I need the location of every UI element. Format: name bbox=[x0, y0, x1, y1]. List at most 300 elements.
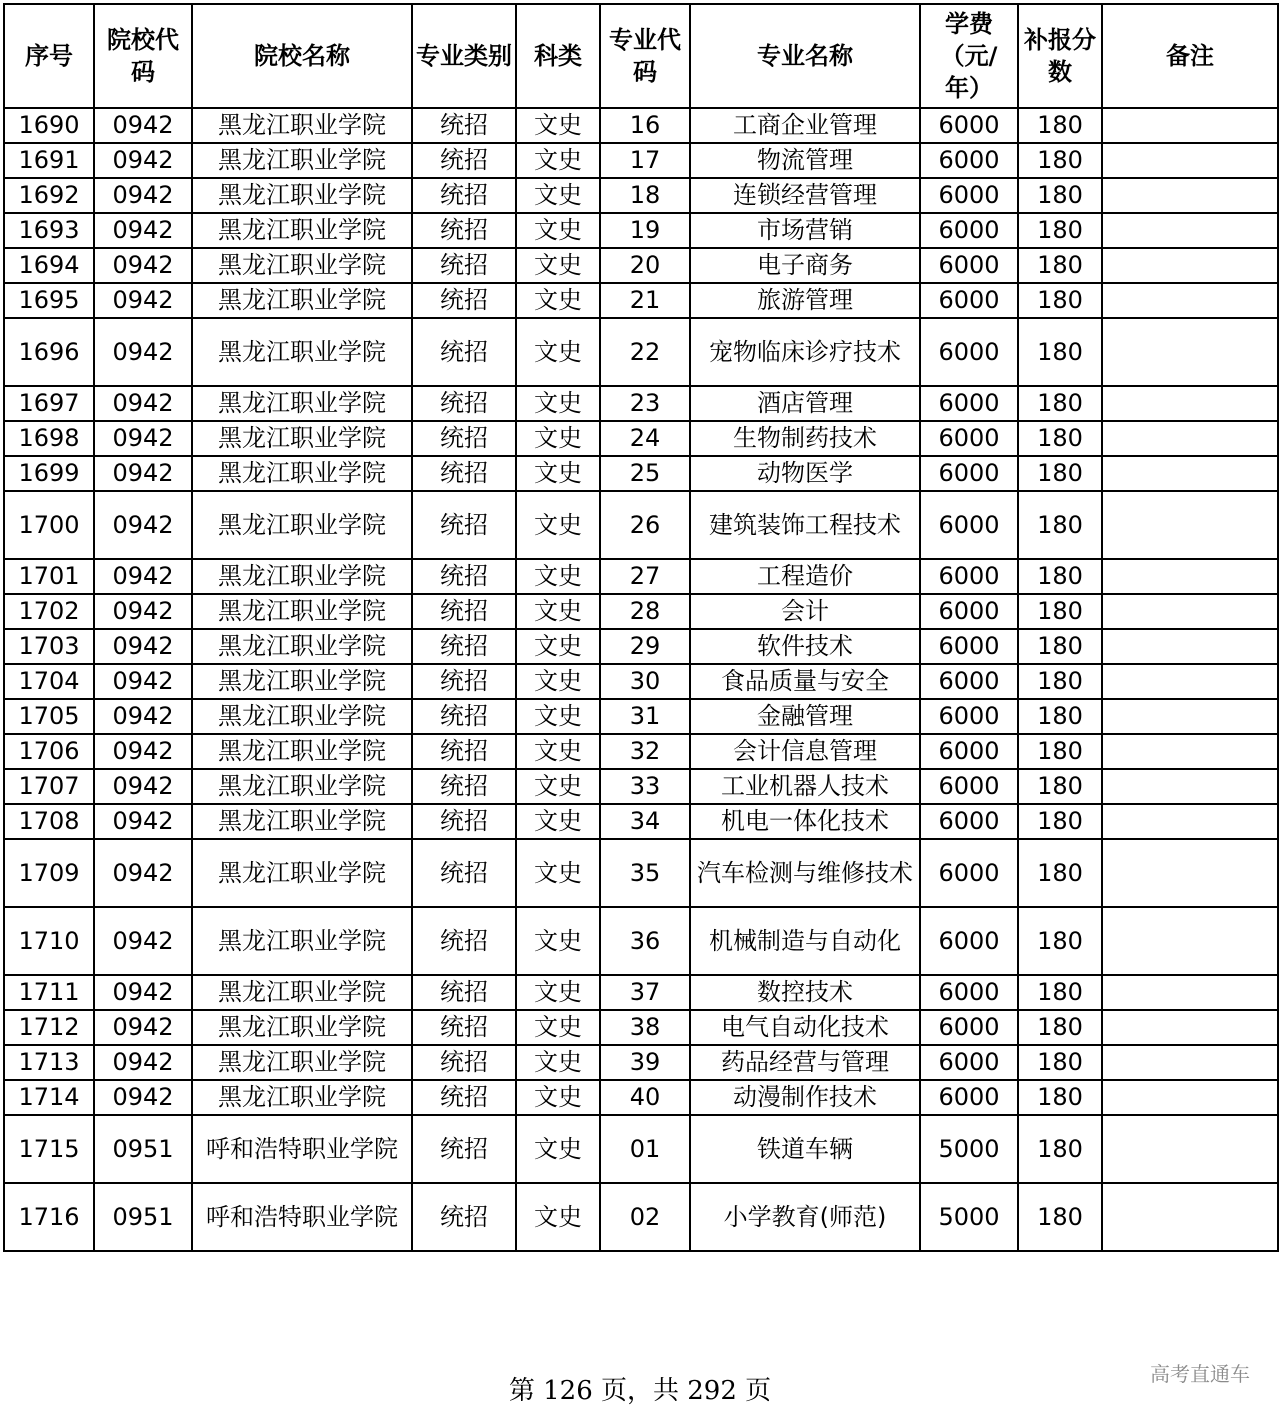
table-cell: 文史 bbox=[516, 421, 600, 456]
table-cell: 统招 bbox=[412, 318, 516, 386]
note-cell bbox=[1102, 594, 1278, 629]
table-cell: 文史 bbox=[516, 734, 600, 769]
table-cell: 0942 bbox=[94, 318, 192, 386]
header-cell: 补报分数 bbox=[1018, 4, 1102, 108]
table-cell: 180 bbox=[1018, 1183, 1102, 1251]
header-row bbox=[4, 4, 1278, 108]
note-cell bbox=[1102, 907, 1278, 975]
table-cell: 1706 bbox=[4, 734, 94, 769]
table-cell: 0942 bbox=[94, 664, 192, 699]
note-cell bbox=[1102, 143, 1278, 178]
table-cell: 统招 bbox=[412, 839, 516, 907]
table-cell: 统招 bbox=[412, 1045, 516, 1080]
table-cell: 0942 bbox=[94, 907, 192, 975]
table-cell: 汽车检测与维修技术 bbox=[690, 839, 920, 907]
table-cell: 6000 bbox=[920, 108, 1018, 143]
table-row bbox=[4, 108, 1278, 143]
table-cell: 1696 bbox=[4, 318, 94, 386]
table-row bbox=[4, 421, 1278, 456]
table-cell: 23 bbox=[600, 386, 690, 421]
table-cell: 1707 bbox=[4, 769, 94, 804]
table-cell: 文史 bbox=[516, 664, 600, 699]
note-cell bbox=[1102, 213, 1278, 248]
table-cell: 33 bbox=[600, 769, 690, 804]
table-cell: 0942 bbox=[94, 1080, 192, 1115]
note-cell bbox=[1102, 699, 1278, 734]
table-cell: 黑龙江职业学院 bbox=[192, 108, 412, 143]
table-cell: 金融管理 bbox=[690, 699, 920, 734]
table-cell: 180 bbox=[1018, 699, 1102, 734]
table-cell: 1694 bbox=[4, 248, 94, 283]
table-cell: 1714 bbox=[4, 1080, 94, 1115]
table-cell: 180 bbox=[1018, 386, 1102, 421]
table-cell: 19 bbox=[600, 213, 690, 248]
header-cell: 序号 bbox=[4, 4, 94, 108]
table-cell: 38 bbox=[600, 1010, 690, 1045]
note-cell bbox=[1102, 734, 1278, 769]
table-cell: 180 bbox=[1018, 594, 1102, 629]
table-cell: 统招 bbox=[412, 283, 516, 318]
table-cell: 物流管理 bbox=[690, 143, 920, 178]
table-cell: 生物制药技术 bbox=[690, 421, 920, 456]
table-cell: 统招 bbox=[412, 975, 516, 1010]
header-cell: 院校名称 bbox=[192, 4, 412, 108]
table-cell: 文史 bbox=[516, 491, 600, 559]
table-cell: 电气自动化技术 bbox=[690, 1010, 920, 1045]
table-cell: 黑龙江职业学院 bbox=[192, 664, 412, 699]
table-cell: 小学教育(师范) bbox=[690, 1183, 920, 1251]
note-cell bbox=[1102, 559, 1278, 594]
table-cell: 180 bbox=[1018, 178, 1102, 213]
table-cell: 40 bbox=[600, 1080, 690, 1115]
table-cell: 6000 bbox=[920, 1010, 1018, 1045]
table-row bbox=[4, 1115, 1278, 1183]
table-cell: 180 bbox=[1018, 839, 1102, 907]
table-cell: 文史 bbox=[516, 804, 600, 839]
table-cell: 统招 bbox=[412, 491, 516, 559]
table-cell: 1708 bbox=[4, 804, 94, 839]
table-cell: 黑龙江职业学院 bbox=[192, 839, 412, 907]
table-cell: 统招 bbox=[412, 386, 516, 421]
table-cell: 1713 bbox=[4, 1045, 94, 1080]
table-cell: 工业机器人技术 bbox=[690, 769, 920, 804]
header-cell: 专业代码 bbox=[600, 4, 690, 108]
table-cell: 黑龙江职业学院 bbox=[192, 629, 412, 664]
table-cell: 180 bbox=[1018, 248, 1102, 283]
table-cell: 6000 bbox=[920, 629, 1018, 664]
table-cell: 1691 bbox=[4, 143, 94, 178]
table-cell: 0942 bbox=[94, 804, 192, 839]
table-cell: 1697 bbox=[4, 386, 94, 421]
note-cell bbox=[1102, 1183, 1278, 1251]
page-number: 第 126 页，共 292 页 bbox=[508, 1376, 772, 1406]
table-cell: 黑龙江职业学院 bbox=[192, 1080, 412, 1115]
watermark: 高考直通车 bbox=[1150, 1362, 1250, 1386]
table-cell: 1703 bbox=[4, 629, 94, 664]
table-cell: 黑龙江职业学院 bbox=[192, 248, 412, 283]
table-cell: 文史 bbox=[516, 1183, 600, 1251]
note-cell bbox=[1102, 769, 1278, 804]
table-cell: 0942 bbox=[94, 629, 192, 664]
table-row bbox=[4, 594, 1278, 629]
table-cell: 31 bbox=[600, 699, 690, 734]
table-cell: 180 bbox=[1018, 734, 1102, 769]
table-cell: 6000 bbox=[920, 456, 1018, 491]
table-cell: 黑龙江职业学院 bbox=[192, 386, 412, 421]
table-cell: 30 bbox=[600, 664, 690, 699]
table-cell: 180 bbox=[1018, 975, 1102, 1010]
table-cell: 0951 bbox=[94, 1183, 192, 1251]
table-cell: 黑龙江职业学院 bbox=[192, 804, 412, 839]
table-cell: 1690 bbox=[4, 108, 94, 143]
table-cell: 21 bbox=[600, 283, 690, 318]
table-cell: 黑龙江职业学院 bbox=[192, 699, 412, 734]
table-cell: 6000 bbox=[920, 907, 1018, 975]
table-cell: 180 bbox=[1018, 318, 1102, 386]
table-cell: 文史 bbox=[516, 456, 600, 491]
table-cell: 6000 bbox=[920, 839, 1018, 907]
table-cell: 文史 bbox=[516, 178, 600, 213]
note-cell bbox=[1102, 108, 1278, 143]
table-cell: 0942 bbox=[94, 559, 192, 594]
table-row bbox=[4, 491, 1278, 559]
table-cell: 6000 bbox=[920, 975, 1018, 1010]
table-cell: 180 bbox=[1018, 804, 1102, 839]
table-cell: 文史 bbox=[516, 629, 600, 664]
table-cell: 黑龙江职业学院 bbox=[192, 975, 412, 1010]
table-cell: 6000 bbox=[920, 664, 1018, 699]
table-cell: 0942 bbox=[94, 456, 192, 491]
table-cell: 文史 bbox=[516, 1115, 600, 1183]
table-cell: 呼和浩特职业学院 bbox=[192, 1115, 412, 1183]
note-cell bbox=[1102, 804, 1278, 839]
table-cell: 0942 bbox=[94, 699, 192, 734]
table-cell: 文史 bbox=[516, 769, 600, 804]
table-cell: 宠物临床诊疗技术 bbox=[690, 318, 920, 386]
note-cell bbox=[1102, 421, 1278, 456]
table-cell: 软件技术 bbox=[690, 629, 920, 664]
table-cell: 文史 bbox=[516, 1045, 600, 1080]
table-cell: 29 bbox=[600, 629, 690, 664]
table-row bbox=[4, 839, 1278, 907]
table-cell: 黑龙江职业学院 bbox=[192, 594, 412, 629]
table-cell: 建筑装饰工程技术 bbox=[690, 491, 920, 559]
note-cell bbox=[1102, 248, 1278, 283]
table-cell: 数控技术 bbox=[690, 975, 920, 1010]
table-body bbox=[4, 108, 1278, 1251]
table-cell: 6000 bbox=[920, 804, 1018, 839]
table-cell: 统招 bbox=[412, 907, 516, 975]
table-cell: 文史 bbox=[516, 1010, 600, 1045]
table-cell: 0942 bbox=[94, 178, 192, 213]
table-cell: 0942 bbox=[94, 283, 192, 318]
table-cell: 6000 bbox=[920, 386, 1018, 421]
table-cell: 1695 bbox=[4, 283, 94, 318]
table-cell: 会计信息管理 bbox=[690, 734, 920, 769]
table-cell: 黑龙江职业学院 bbox=[192, 559, 412, 594]
table-cell: 统招 bbox=[412, 213, 516, 248]
table-cell: 统招 bbox=[412, 456, 516, 491]
table-row bbox=[4, 1045, 1278, 1080]
table-cell: 17 bbox=[600, 143, 690, 178]
table-cell: 6000 bbox=[920, 178, 1018, 213]
table-cell: 文史 bbox=[516, 699, 600, 734]
table-row bbox=[4, 699, 1278, 734]
table-cell: 1716 bbox=[4, 1183, 94, 1251]
table-row bbox=[4, 178, 1278, 213]
table-cell: 黑龙江职业学院 bbox=[192, 734, 412, 769]
table-row bbox=[4, 1010, 1278, 1045]
note-cell bbox=[1102, 1045, 1278, 1080]
table-cell: 黑龙江职业学院 bbox=[192, 178, 412, 213]
table-row bbox=[4, 734, 1278, 769]
table-cell: 1700 bbox=[4, 491, 94, 559]
table-row bbox=[4, 804, 1278, 839]
table-cell: 统招 bbox=[412, 699, 516, 734]
table-cell: 黑龙江职业学院 bbox=[192, 1045, 412, 1080]
table-cell: 黑龙江职业学院 bbox=[192, 456, 412, 491]
table-cell: 呼和浩特职业学院 bbox=[192, 1183, 412, 1251]
table-cell: 180 bbox=[1018, 1045, 1102, 1080]
table-cell: 统招 bbox=[412, 734, 516, 769]
table-cell: 18 bbox=[600, 178, 690, 213]
note-cell bbox=[1102, 318, 1278, 386]
table-row bbox=[4, 456, 1278, 491]
table-cell: 1699 bbox=[4, 456, 94, 491]
table-cell: 1698 bbox=[4, 421, 94, 456]
table-cell: 文史 bbox=[516, 1080, 600, 1115]
table-row bbox=[4, 318, 1278, 386]
header-cell: 院校代码 bbox=[94, 4, 192, 108]
table-cell: 文史 bbox=[516, 248, 600, 283]
header-cell: 专业类别 bbox=[412, 4, 516, 108]
table-cell: 文史 bbox=[516, 318, 600, 386]
note-cell bbox=[1102, 975, 1278, 1010]
table-cell: 34 bbox=[600, 804, 690, 839]
table-cell: 180 bbox=[1018, 143, 1102, 178]
table-cell: 统招 bbox=[412, 421, 516, 456]
note-cell bbox=[1102, 386, 1278, 421]
table-cell: 文史 bbox=[516, 839, 600, 907]
table-cell: 统招 bbox=[412, 178, 516, 213]
table-cell: 0951 bbox=[94, 1115, 192, 1183]
table-cell: 180 bbox=[1018, 283, 1102, 318]
table-cell: 统招 bbox=[412, 1010, 516, 1045]
header-cell: 学费（元/年） bbox=[920, 4, 1018, 108]
table-cell: 1710 bbox=[4, 907, 94, 975]
table-cell: 统招 bbox=[412, 559, 516, 594]
table-row bbox=[4, 386, 1278, 421]
note-cell bbox=[1102, 629, 1278, 664]
table-cell: 6000 bbox=[920, 594, 1018, 629]
table-cell: 6000 bbox=[920, 734, 1018, 769]
table-cell: 6000 bbox=[920, 248, 1018, 283]
table-cell: 黑龙江职业学院 bbox=[192, 907, 412, 975]
table-cell: 16 bbox=[600, 108, 690, 143]
table-cell: 黑龙江职业学院 bbox=[192, 421, 412, 456]
admission-table bbox=[3, 3, 1279, 1252]
note-cell bbox=[1102, 664, 1278, 699]
table-cell: 统招 bbox=[412, 108, 516, 143]
table-cell: 文史 bbox=[516, 559, 600, 594]
table-cell: 会计 bbox=[690, 594, 920, 629]
note-cell bbox=[1102, 1010, 1278, 1045]
table-cell: 02 bbox=[600, 1183, 690, 1251]
table-row bbox=[4, 1183, 1278, 1251]
table-cell: 180 bbox=[1018, 213, 1102, 248]
table-cell: 机械制造与自动化 bbox=[690, 907, 920, 975]
table-cell: 6000 bbox=[920, 699, 1018, 734]
table-cell: 25 bbox=[600, 456, 690, 491]
table-cell: 黑龙江职业学院 bbox=[192, 143, 412, 178]
table-cell: 180 bbox=[1018, 421, 1102, 456]
table-cell: 24 bbox=[600, 421, 690, 456]
note-cell bbox=[1102, 491, 1278, 559]
table-cell: 0942 bbox=[94, 491, 192, 559]
table-cell: 26 bbox=[600, 491, 690, 559]
table-row bbox=[4, 283, 1278, 318]
table-cell: 22 bbox=[600, 318, 690, 386]
table-cell: 6000 bbox=[920, 1045, 1018, 1080]
table-row bbox=[4, 975, 1278, 1010]
table-cell: 6000 bbox=[920, 559, 1018, 594]
table-cell: 0942 bbox=[94, 839, 192, 907]
table-cell: 动物医学 bbox=[690, 456, 920, 491]
table-cell: 电子商务 bbox=[690, 248, 920, 283]
table-cell: 1693 bbox=[4, 213, 94, 248]
table-cell: 黑龙江职业学院 bbox=[192, 769, 412, 804]
table-cell: 文史 bbox=[516, 143, 600, 178]
table-cell: 黑龙江职业学院 bbox=[192, 213, 412, 248]
table-cell: 27 bbox=[600, 559, 690, 594]
table-row bbox=[4, 143, 1278, 178]
table-cell: 6000 bbox=[920, 1080, 1018, 1115]
table-cell: 工程造价 bbox=[690, 559, 920, 594]
table-cell: 28 bbox=[600, 594, 690, 629]
table-cell: 黑龙江职业学院 bbox=[192, 283, 412, 318]
table-cell: 统招 bbox=[412, 629, 516, 664]
table-cell: 1709 bbox=[4, 839, 94, 907]
table-cell: 统招 bbox=[412, 248, 516, 283]
table-cell: 180 bbox=[1018, 108, 1102, 143]
table-cell: 32 bbox=[600, 734, 690, 769]
table-cell: 文史 bbox=[516, 594, 600, 629]
table-cell: 1692 bbox=[4, 178, 94, 213]
note-cell bbox=[1102, 839, 1278, 907]
table-cell: 5000 bbox=[920, 1115, 1018, 1183]
note-cell bbox=[1102, 283, 1278, 318]
table-cell: 市场营销 bbox=[690, 213, 920, 248]
table-cell: 统招 bbox=[412, 1115, 516, 1183]
table-row bbox=[4, 213, 1278, 248]
header-cell: 备注 bbox=[1102, 4, 1278, 108]
table-cell: 6000 bbox=[920, 491, 1018, 559]
table-cell: 0942 bbox=[94, 248, 192, 283]
table-cell: 统招 bbox=[412, 1183, 516, 1251]
table-cell: 35 bbox=[600, 839, 690, 907]
table-cell: 动漫制作技术 bbox=[690, 1080, 920, 1115]
table-row bbox=[4, 629, 1278, 664]
table-row bbox=[4, 1080, 1278, 1115]
table-cell: 37 bbox=[600, 975, 690, 1010]
table-cell: 39 bbox=[600, 1045, 690, 1080]
table-cell: 统招 bbox=[412, 143, 516, 178]
table-row bbox=[4, 248, 1278, 283]
table-cell: 连锁经营管理 bbox=[690, 178, 920, 213]
table-cell: 180 bbox=[1018, 769, 1102, 804]
table-cell: 0942 bbox=[94, 975, 192, 1010]
table-cell: 36 bbox=[600, 907, 690, 975]
table-row bbox=[4, 559, 1278, 594]
table-cell: 180 bbox=[1018, 456, 1102, 491]
table-cell: 0942 bbox=[94, 421, 192, 456]
table-cell: 20 bbox=[600, 248, 690, 283]
table-cell: 180 bbox=[1018, 559, 1102, 594]
table-cell: 0942 bbox=[94, 734, 192, 769]
table-cell: 6000 bbox=[920, 283, 1018, 318]
table-cell: 0942 bbox=[94, 213, 192, 248]
table-cell: 1705 bbox=[4, 699, 94, 734]
table-cell: 0942 bbox=[94, 769, 192, 804]
table-cell: 180 bbox=[1018, 907, 1102, 975]
table-cell: 文史 bbox=[516, 907, 600, 975]
table-cell: 统招 bbox=[412, 594, 516, 629]
table-cell: 食品质量与安全 bbox=[690, 664, 920, 699]
table-cell: 文史 bbox=[516, 213, 600, 248]
table-cell: 工商企业管理 bbox=[690, 108, 920, 143]
table-cell: 1712 bbox=[4, 1010, 94, 1045]
table-cell: 铁道车辆 bbox=[690, 1115, 920, 1183]
header-cell: 科类 bbox=[516, 4, 600, 108]
table-cell: 统招 bbox=[412, 664, 516, 699]
table-cell: 黑龙江职业学院 bbox=[192, 1010, 412, 1045]
table-cell: 0942 bbox=[94, 594, 192, 629]
table-cell: 0942 bbox=[94, 108, 192, 143]
table-cell: 180 bbox=[1018, 491, 1102, 559]
table-cell: 0942 bbox=[94, 1045, 192, 1080]
table-cell: 统招 bbox=[412, 804, 516, 839]
table-row bbox=[4, 664, 1278, 699]
table-cell: 6000 bbox=[920, 769, 1018, 804]
table-cell: 6000 bbox=[920, 143, 1018, 178]
table-cell: 6000 bbox=[920, 213, 1018, 248]
table-row bbox=[4, 769, 1278, 804]
table-cell: 0942 bbox=[94, 386, 192, 421]
table-cell: 180 bbox=[1018, 1010, 1102, 1045]
table-cell: 黑龙江职业学院 bbox=[192, 318, 412, 386]
table-cell: 文史 bbox=[516, 283, 600, 318]
table-cell: 180 bbox=[1018, 1115, 1102, 1183]
table-cell: 1711 bbox=[4, 975, 94, 1010]
table-cell: 5000 bbox=[920, 1183, 1018, 1251]
table-cell: 文史 bbox=[516, 108, 600, 143]
table-row bbox=[4, 907, 1278, 975]
table-cell: 180 bbox=[1018, 664, 1102, 699]
header-cell: 专业名称 bbox=[690, 4, 920, 108]
note-cell bbox=[1102, 178, 1278, 213]
table-cell: 180 bbox=[1018, 1080, 1102, 1115]
table-cell: 统招 bbox=[412, 1080, 516, 1115]
table-cell: 1701 bbox=[4, 559, 94, 594]
table-cell: 0942 bbox=[94, 1010, 192, 1045]
note-cell bbox=[1102, 1115, 1278, 1183]
table-cell: 1704 bbox=[4, 664, 94, 699]
table-cell: 01 bbox=[600, 1115, 690, 1183]
table-cell: 6000 bbox=[920, 421, 1018, 456]
table-cell: 6000 bbox=[920, 318, 1018, 386]
table-cell: 文史 bbox=[516, 975, 600, 1010]
table-cell: 药品经营与管理 bbox=[690, 1045, 920, 1080]
